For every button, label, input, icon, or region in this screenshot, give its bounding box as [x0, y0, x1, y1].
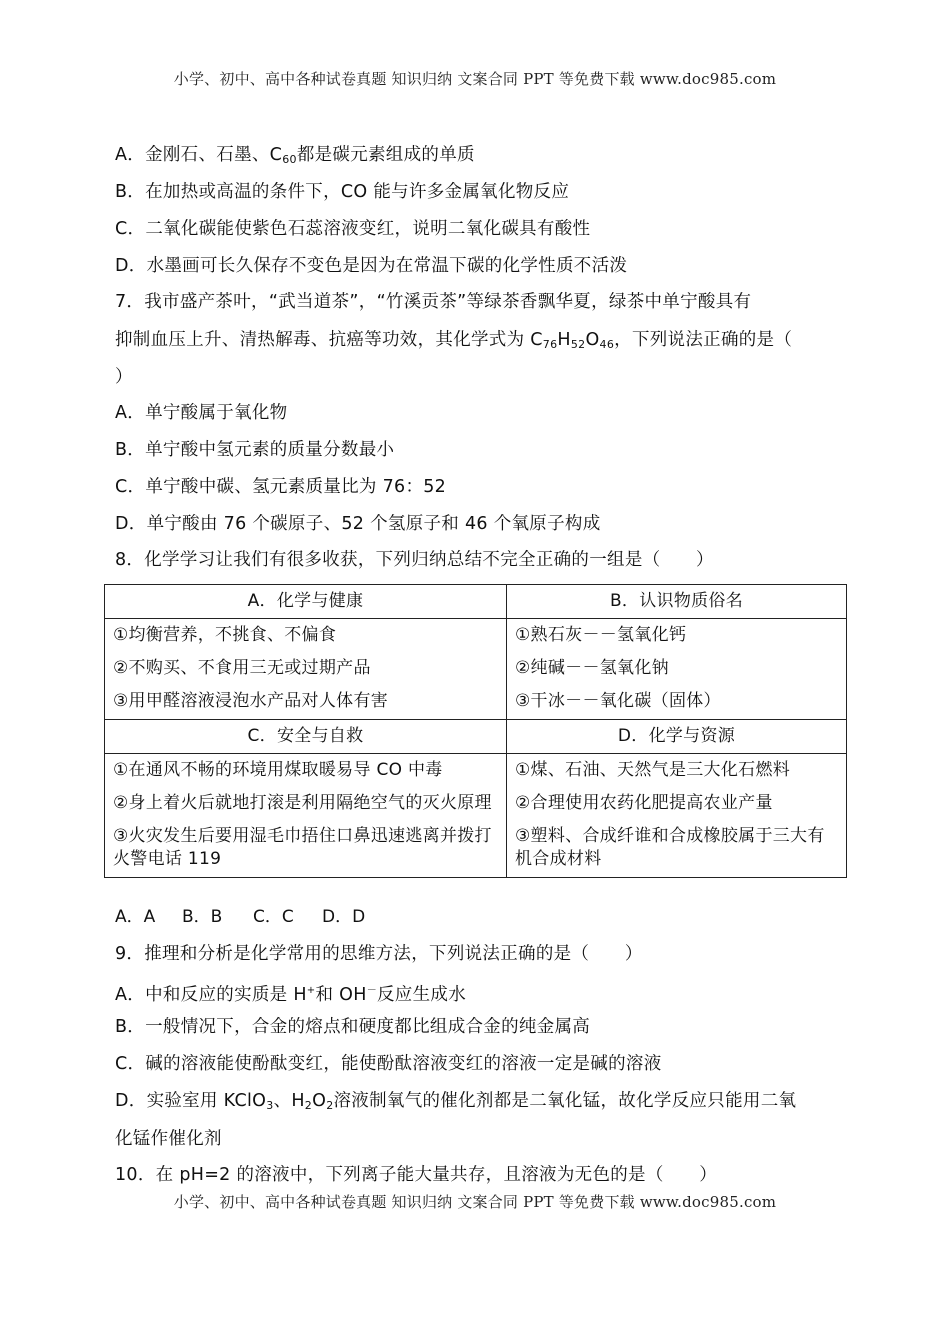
q8-c-item: ③火灾发生后要用湿毛巾捂住口鼻迅速逃离并拨打火警电话 119 — [113, 826, 492, 869]
q8-cell-b-head: B．认识物质俗名 — [507, 585, 847, 619]
q8-cell-c-items — [105, 754, 507, 878]
q9-option-b: B．一般情况下，合金的熔点和硬度都比组成合金的纯金属高 — [115, 1017, 591, 1037]
q7-option-c: C．单宁酸中碳、氢元素质量比为 76：52 — [115, 477, 447, 497]
q7-stem-line1: 7．我市盛产茶叶，“武当道茶”，“竹溪贡茶”等绿茶香飘华夏，绿茶中单宁酸具有 — [115, 292, 752, 312]
q8-b-item: ①熟石灰－－氢氧化钙 — [515, 625, 687, 645]
q9-stem: 9．推理和分析是化学常用的思维方法，下列说法正确的是（ ） — [115, 944, 643, 964]
q8-d-item: ①煤、石油、天然气是三大化石燃料 — [515, 760, 791, 780]
q7-option-a: A．单宁酸属于氧化物 — [115, 403, 288, 423]
q8-c-item: ①在通风不畅的环境用煤取暖易导 CO 中毒 — [113, 760, 443, 780]
q8-choice-c: C．C — [253, 907, 294, 927]
q8-a-item: ①均衡营养，不挑食、不偏食 — [113, 625, 337, 645]
q6-option-c: C．二氧化碳能使紫色石蕊溶液变红，说明二氧化碳具有酸性 — [115, 219, 591, 239]
q7-stem-line2: 抑制血压上升、清热解毒、抗癌等功效，其化学式为 $C_{76}H_{52}O_{46}$，下列说法正确的是（ — [115, 330, 793, 351]
q8-table — [104, 584, 847, 878]
q8-a-item: ②不购买、不食用三无或过期产品 — [113, 658, 371, 678]
q10-stem: 10．在 pH=2 的溶液中，下列离子能大量共存，且溶液为无色的是（ ） — [115, 1165, 718, 1185]
q8-cell-d-items — [507, 754, 847, 878]
q8-choices — [115, 906, 365, 928]
page-footer: 小学、初中、高中各种试卷真题 知识归纳 文案合同 PPT 等免费下载 www.doc985.com — [173, 1193, 777, 1211]
q7-option-d: D．单宁酸由 76 个碳原子、52 个氢原子和 46 个氧原子构成 — [115, 514, 601, 534]
q7-stem-line3: ） — [115, 367, 133, 387]
q8-b-item: ③干冰－－氧化碳（固体） — [515, 691, 721, 711]
q9-option-d-cont: 化锰作催化剂 — [115, 1129, 222, 1149]
q9-option-a: A．中和反应的实质是 H+和 OH－反应生成水 — [115, 985, 466, 1005]
q8-choice-b: B．B — [182, 907, 223, 927]
q8-choice-d: D．D — [322, 907, 366, 927]
q8-cell-a-head: A．化学与健康 — [105, 585, 507, 619]
q9-option-d: D．实验室用 KClO$_3$、$H_2O_2$溶液制氧气的催化剂都是二氧化锰，故化学反应只能用二氧 — [115, 1091, 797, 1112]
q8-c-item: ②身上着火后就地打滚是利用隔绝空气的灭火原理 — [113, 793, 492, 813]
q8-b-item: ②纯碱－－氢氧化钠 — [515, 658, 669, 678]
q6-option-b: B．在加热或高温的条件下，CO 能与许多金属氧化物反应 — [115, 182, 570, 202]
q6-option-a: A．金刚石、石墨、$C_{60}$都是碳元素组成的单质 — [115, 145, 475, 166]
q6-option-d: D．水墨画可长久保存不变色是因为在常温下碳的化学性质不活泼 — [115, 256, 628, 276]
q9-option-c: C．碱的溶液能使酚酞变红，能使酚酞溶液变红的溶液一定是碱的溶液 — [115, 1054, 662, 1074]
q8-a-item: ③用甲醛溶液浸泡水产品对人体有害 — [113, 691, 389, 711]
q8-cell-b-items — [507, 619, 847, 720]
q8-cell-a-items — [105, 619, 507, 720]
q8-cell-c-head: C．安全与自救 — [105, 720, 507, 754]
q8-d-item: ③塑料、合成纤谁和合成橡胶属于三大有机合成材料 — [515, 826, 825, 869]
q8-choice-a: A．A — [115, 907, 156, 927]
q8-cell-d-head: D．化学与资源 — [507, 720, 847, 754]
q8-stem: 8．化学学习让我们有很多收获，下列归纳总结不完全正确的一组是（ ） — [115, 550, 714, 570]
q7-option-b: B．单宁酸中氢元素的质量分数最小 — [115, 440, 395, 460]
page-header: 小学、初中、高中各种试卷真题 知识归纳 文案合同 PPT 等免费下载 www.doc985.com — [173, 70, 777, 88]
q8-d-item: ②合理使用农药化肥提高农业产量 — [515, 793, 773, 813]
